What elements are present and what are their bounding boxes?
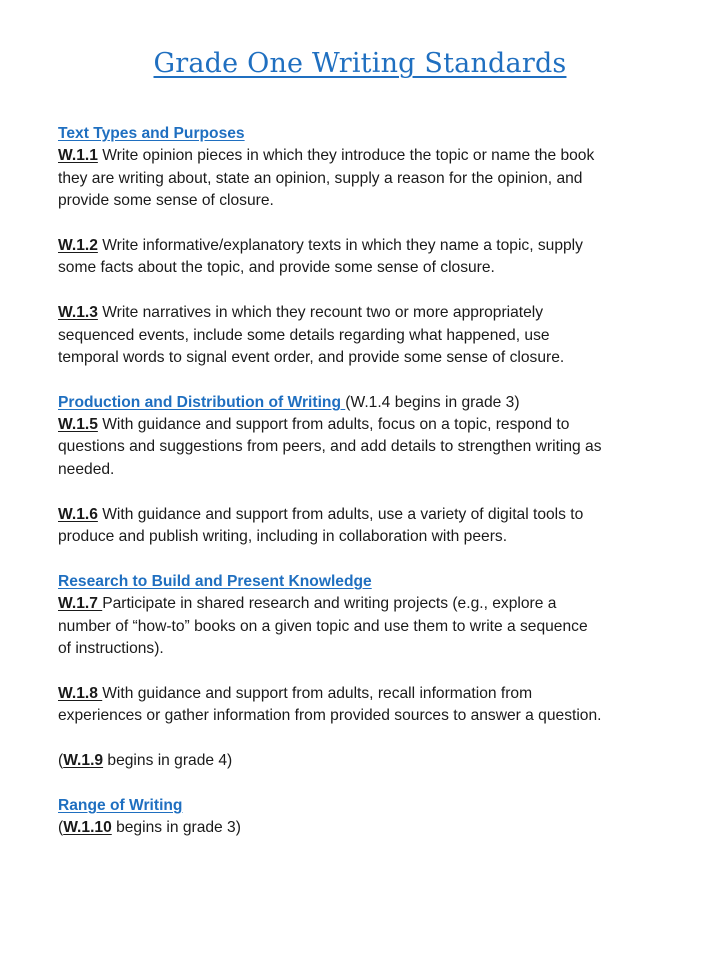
standard-w11 — [58, 145, 668, 167]
standard-text-line: number of “how-to” books on a given topic and use them to write a sequence — [58, 617, 588, 635]
section-heading-production — [58, 392, 668, 414]
standard-text-line: needed. — [58, 460, 115, 478]
standard-w13 — [58, 302, 668, 324]
standard-code[interactable]: W.1.2 — [58, 236, 98, 254]
section-heading-text-types — [58, 123, 668, 145]
standard-note: begins in grade 3) — [111, 819, 241, 837]
section-link-text-types[interactable]: Text Types and Purposes — [58, 125, 245, 142]
standard-text: Write narratives in which they recount two or more appropriately — [97, 304, 544, 322]
standard-w15 — [58, 414, 668, 436]
standard-text-line: provide some sense of closure. — [58, 192, 274, 210]
standard-code[interactable]: W.1.7 — [58, 595, 103, 613]
standard-text-line: temporal words to signal event order, and provide some sense of closure. — [58, 348, 565, 366]
section-link-production[interactable]: Production and Distribution of Writing — [58, 393, 346, 411]
standard-code[interactable]: W.1.10 — [63, 819, 112, 837]
standard-text: Participate in shared research and writing projects (e.g., explore a — [102, 595, 557, 613]
standard-w18 — [58, 683, 668, 705]
standard-w12 — [58, 235, 668, 257]
standard-text-line: some facts about the topic, and provide some sense of closure. — [58, 259, 495, 277]
standard-code[interactable]: W.1.9 — [63, 751, 104, 769]
section-link-range[interactable]: Range of Writing — [58, 796, 183, 814]
section-heading-range — [58, 795, 668, 817]
standard-text-line: of instructions). — [58, 639, 164, 657]
standard-text: Write informative/explanatory texts in which they name a topic, supply — [97, 236, 583, 254]
standard-code[interactable]: W.1.5 — [58, 416, 98, 434]
standard-text: With guidance and support from adults, focus on a topic, respond to — [97, 416, 570, 434]
section-heading-research — [58, 571, 668, 593]
standards-body — [58, 123, 668, 840]
standard-text-line: sequenced events, include some details regarding what happened, use — [58, 326, 550, 344]
standard-w16 — [58, 504, 668, 526]
section-link-research[interactable]: Research to Build and Present Knowledge — [58, 572, 372, 590]
standard-text: With guidance and support from adults, recall information from — [102, 684, 533, 702]
standard-code[interactable]: W.1.3 — [58, 304, 98, 322]
standard-w19 — [58, 750, 668, 772]
standard-code[interactable]: W.1.1 — [58, 147, 98, 165]
standard-text-line: questions and suggestions from peers, and add details to strengthen writing as — [58, 438, 602, 456]
standard-w17 — [58, 593, 668, 615]
section-note: (W.1.4 begins in grade 3) — [345, 393, 520, 411]
standard-code[interactable]: W.1.6 — [58, 505, 98, 523]
paren-open: ( — [58, 751, 64, 769]
standard-code[interactable]: W.1.8 — [58, 684, 103, 702]
standard-text-line: produce and publish writing, including in collaboration with peers. — [58, 528, 508, 546]
standard-text: With guidance and support from adults, use a variety of digital tools to — [97, 505, 584, 523]
standard-text: Write opinion pieces in which they introduce the topic or name the book — [97, 147, 595, 165]
standard-w110 — [58, 817, 668, 839]
standard-text-line: they are writing about, state an opinion, supply a reason for the opinion, and — [58, 169, 583, 187]
standard-note: begins in grade 4) — [103, 751, 233, 769]
page-title: Grade One Writing Standards — [153, 48, 567, 79]
paren-open: ( — [58, 819, 64, 837]
standard-text-line: experiences or gather information from provided sources to answer a question. — [58, 707, 602, 725]
